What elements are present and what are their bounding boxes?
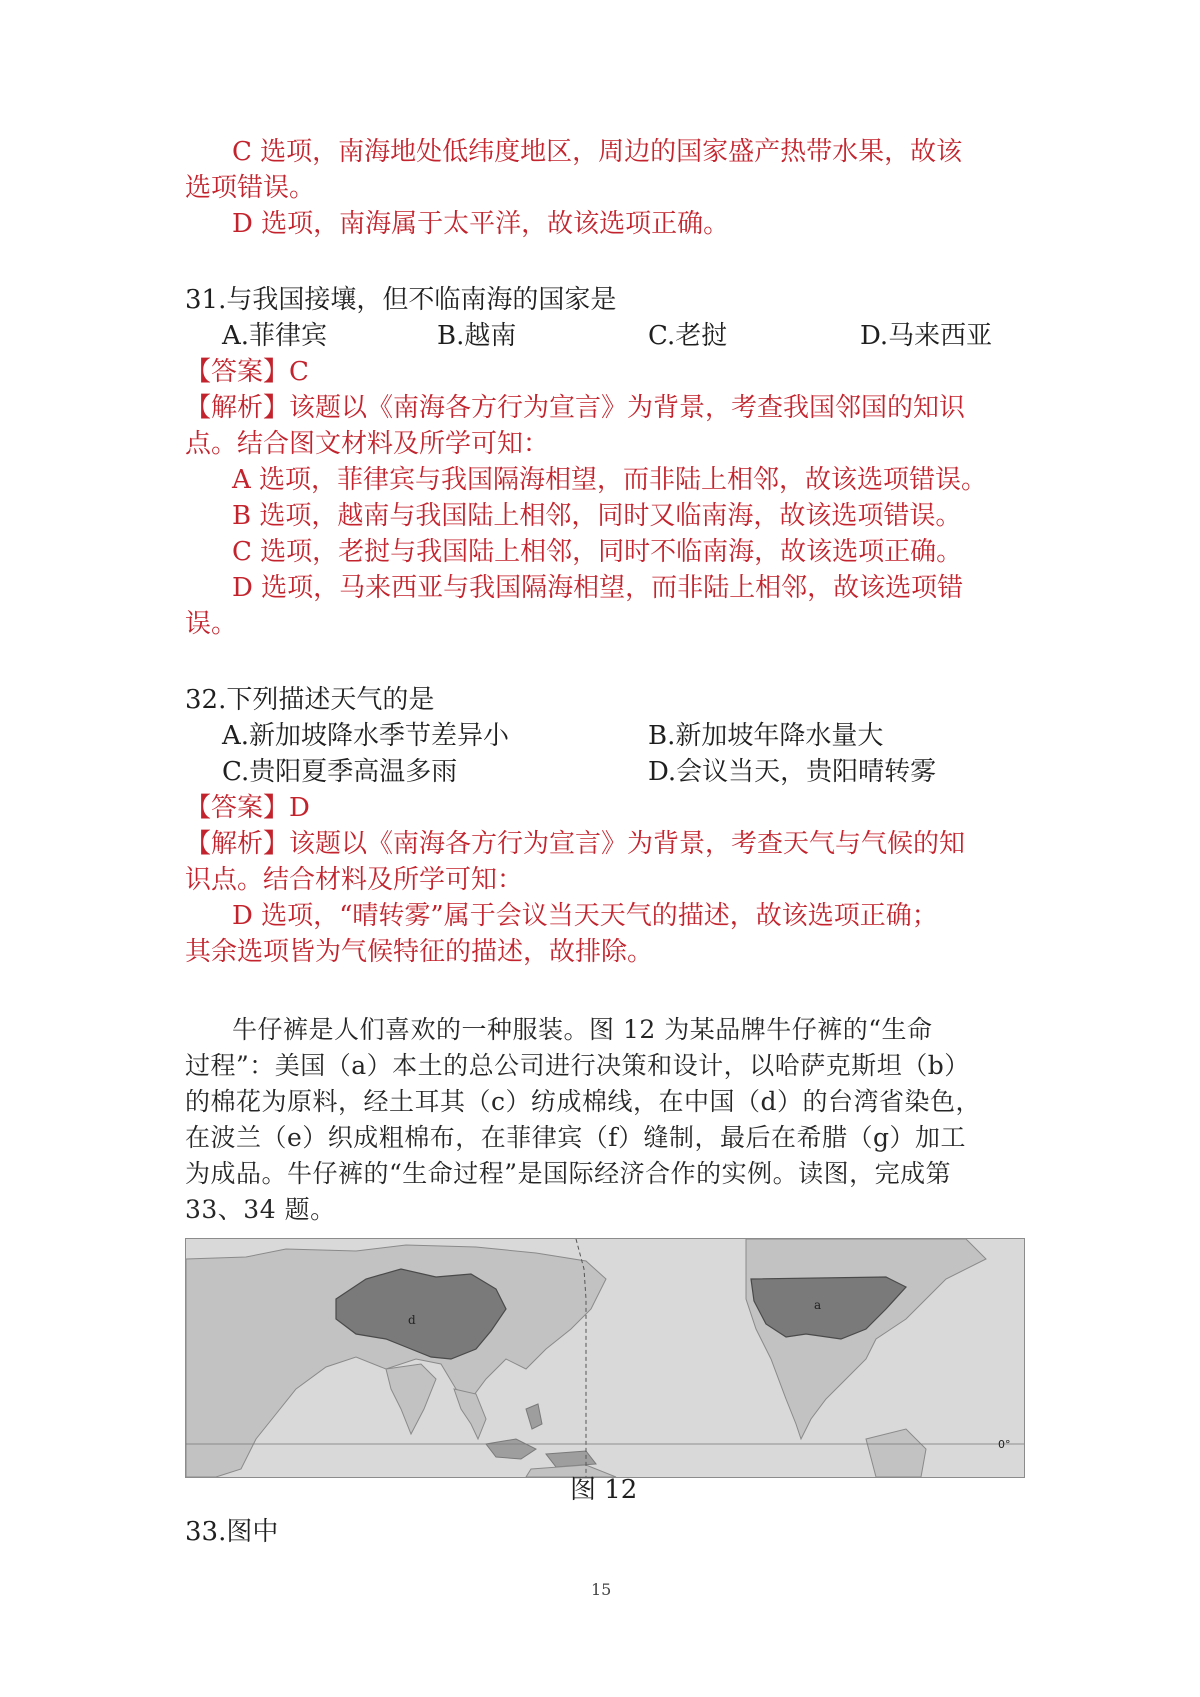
passage-line-2: 过程”：美国（a）本土的总公司进行决策和设计，以哈萨克斯坦（b） (185, 1051, 970, 1080)
q31-point-d-tail: 误。 (185, 609, 238, 639)
q32-option-c: C.贵阳夏季高温多雨 (222, 757, 458, 787)
prev-option-c-line2: 选项错误。 (185, 173, 316, 203)
china-label: d (408, 1313, 416, 1327)
q31-option-d: D.马来西亚 (860, 321, 993, 351)
q31-option-b: B.越南 (437, 321, 517, 351)
q32-analysis-line2: 识点。结合材料及所学可知： (185, 865, 524, 895)
q32-point-d-line1: D 选项，“晴转雾”属于会议当天天气的描述，故该选项正确； (232, 901, 938, 931)
q32-point-d-line2: 其余选项皆为气候特征的描述，故排除。 (185, 937, 654, 967)
usa-label: a (814, 1298, 822, 1312)
q31-stem: 31.与我国接壤，但不临南海的国家是 (185, 285, 617, 315)
passage-line-6: 33、34 题。 (185, 1195, 336, 1224)
q33-stem: 33.图中 (185, 1517, 279, 1547)
passage-line-1: 牛仔裤是人们喜欢的一种服装。图 12 为某品牌牛仔裤的“生命 (232, 1015, 933, 1044)
figure-caption: 图 12 (570, 1475, 638, 1505)
world-map-figure (185, 1238, 1025, 1478)
q31-analysis-line1: 【解析】该题以《南海各方行为宣言》为背景，考查我国邻国的知识 (185, 393, 966, 423)
q31-point-b: B 选项，越南与我国陆上相邻，同时又临南海，故该选项错误。 (232, 501, 962, 531)
passage-line-5: 为成品。牛仔裤的“生命过程”是国际经济合作的实例。读图，完成第 (185, 1159, 952, 1188)
map-graphic (186, 1239, 1024, 1477)
q32-option-b: B.新加坡年降水量大 (648, 721, 884, 751)
prev-option-c-line1: C 选项，南海地处低纬度地区，周边的国家盛产热带水果，故该 (232, 137, 963, 167)
page-number: 15 (591, 1580, 612, 1599)
passage-line-4: 在波兰（e）织成粗棉布，在菲律宾（f）缝制，最后在希腊（g）加工 (185, 1123, 967, 1152)
equator-label: 0° (998, 1438, 1011, 1451)
prev-option-d: D 选项，南海属于太平洋，故该选项正确。 (232, 209, 730, 239)
q31-option-a: A.菲律宾 (222, 321, 328, 351)
q31-point-d: D 选项，马来西亚与我国隔海相望，而非陆上相邻，故该选项错 (232, 573, 964, 603)
q32-option-d: D.会议当天，贵阳晴转雾 (648, 757, 937, 787)
q31-point-c: C 选项，老挝与我国陆上相邻，同时不临南海，故该选项正确。 (232, 537, 963, 567)
q31-point-a: A 选项，菲律宾与我国隔海相望，而非陆上相邻，故该选项错误。 (232, 465, 988, 495)
q31-analysis-line2: 点。结合图文材料及所学可知： (185, 429, 550, 459)
q32-option-a: A.新加坡降水季节差异小 (222, 721, 510, 751)
q32-stem: 32.下列描述天气的是 (185, 685, 435, 715)
q31-option-c: C.老挝 (648, 321, 728, 351)
q32-analysis-line1: 【解析】该题以《南海各方行为宣言》为背景，考查天气与气候的知 (185, 829, 966, 859)
q32-answer: 【答案】D (185, 793, 310, 823)
q31-answer: 【答案】C (185, 357, 309, 387)
passage-line-3: 的棉花为原料，经土耳其（c）纺成棉线，在中国（d）的台湾省染色， (185, 1087, 982, 1116)
